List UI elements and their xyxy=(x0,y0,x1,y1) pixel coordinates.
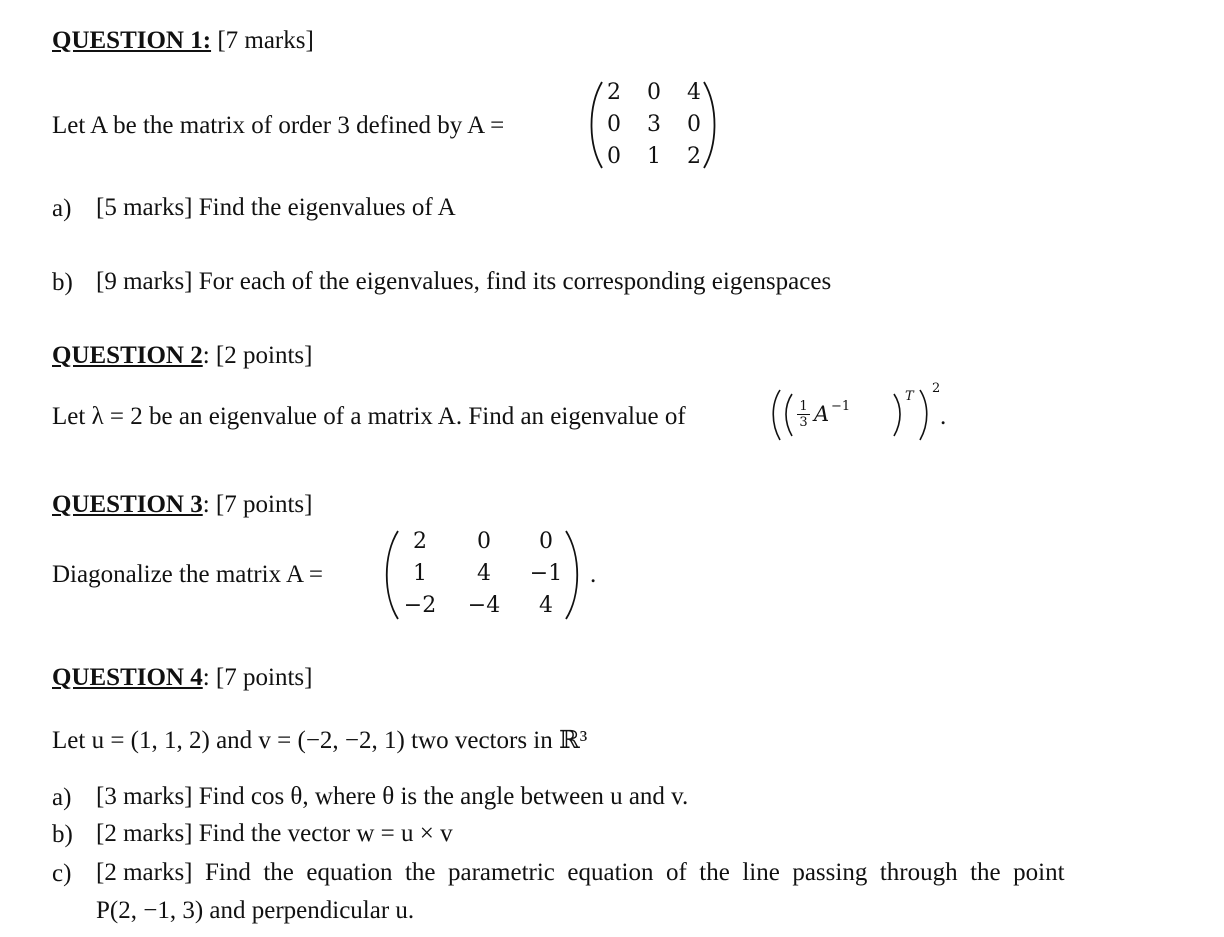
matrix-cell: 4 xyxy=(477,561,491,586)
question-4a-text: [3 marks] Find cos θ, where θ is the angle between u and v. xyxy=(96,783,689,810)
question-4-marks: : [7 points] xyxy=(202,664,313,691)
square-superscript: 2 xyxy=(932,381,941,396)
matrix-cell: −2 xyxy=(403,593,437,618)
question-3-title: QUESTION 3 xyxy=(52,491,203,518)
transpose-superscript: T xyxy=(905,389,914,404)
matrix-cell: 0 xyxy=(607,112,621,137)
question-4-intro: Let u = (1, 1, 2) and v = (−2, −2, 1) two vectors in ℝ³ xyxy=(52,727,588,754)
question-1a-label: a) xyxy=(52,195,72,222)
matrix-cell: 4 xyxy=(687,80,701,105)
matrix-symbol: A xyxy=(814,402,830,426)
question-2-sentence: Let λ = 2 be an eigenvalue of a matrix A. Find an eigenvalue of xyxy=(52,403,686,430)
question-4c-label: c) xyxy=(52,860,72,887)
question-3-heading xyxy=(52,492,312,517)
question-4b-label: b) xyxy=(52,821,73,848)
question-1b-label: b) xyxy=(52,269,73,296)
question-1-intro: Let A be the matrix of order 3 defined by A = xyxy=(52,112,505,139)
question-3-intro: Diagonalize the matrix A = xyxy=(52,561,323,588)
question-3-marks: : [7 points] xyxy=(202,491,313,518)
fraction-denominator: 3 xyxy=(799,415,808,430)
question-3-matrix xyxy=(380,525,585,625)
matrix-cell: 0 xyxy=(687,112,701,137)
question-1-heading xyxy=(52,28,314,53)
matrix-cell: 0 xyxy=(607,144,621,169)
matrix-cell: 1 xyxy=(647,144,661,169)
matrix-cell: 2 xyxy=(687,144,701,169)
question-1b-text: [9 marks] For each of the eigenvalues, find its corresponding eigenspaces xyxy=(96,268,832,295)
question-4a-label: a) xyxy=(52,784,72,811)
question-2-title: QUESTION 2 xyxy=(52,342,203,369)
question-4-heading xyxy=(52,665,312,690)
fraction xyxy=(797,400,810,429)
question-2-marks: : [2 points] xyxy=(202,342,313,369)
inverse-superscript: −1 xyxy=(831,399,851,414)
matrix-cell: 2 xyxy=(413,529,427,554)
question-4-title: QUESTION 4 xyxy=(52,664,203,691)
matrix-cell: 1 xyxy=(413,561,427,586)
question-4b-text: [2 marks] Find the vector w = u × v xyxy=(96,820,453,847)
period: . xyxy=(940,403,947,430)
matrix-cell: 0 xyxy=(539,529,553,554)
fraction-numerator: 1 xyxy=(797,400,810,415)
question-1-title: QUESTION 1: xyxy=(52,27,212,54)
question-1-marks: [7 marks] xyxy=(211,27,314,54)
question-1-matrix xyxy=(586,76,721,174)
question-2-text xyxy=(52,404,686,429)
matrix-cell: 0 xyxy=(477,529,491,554)
question-2-heading xyxy=(52,343,312,368)
matrix-cell: −4 xyxy=(467,593,501,618)
question-4c-text-continued: P(2, −1, 3) and perpendicular u. xyxy=(96,897,415,924)
matrix-cell: 4 xyxy=(539,593,553,618)
question-3-period: . xyxy=(590,561,597,588)
matrix-cell: −1 xyxy=(529,561,563,586)
question-2-expression xyxy=(770,378,960,448)
matrix-cell: 2 xyxy=(607,80,621,105)
matrix-cell: 0 xyxy=(647,80,661,105)
question-1a-text: [5 marks] Find the eigenvalues of A xyxy=(96,194,456,221)
matrix-cell: 3 xyxy=(647,112,661,137)
question-4c-text: [2 marks] Find the equation the parametric equation of the line passing through the point xyxy=(96,859,1065,886)
